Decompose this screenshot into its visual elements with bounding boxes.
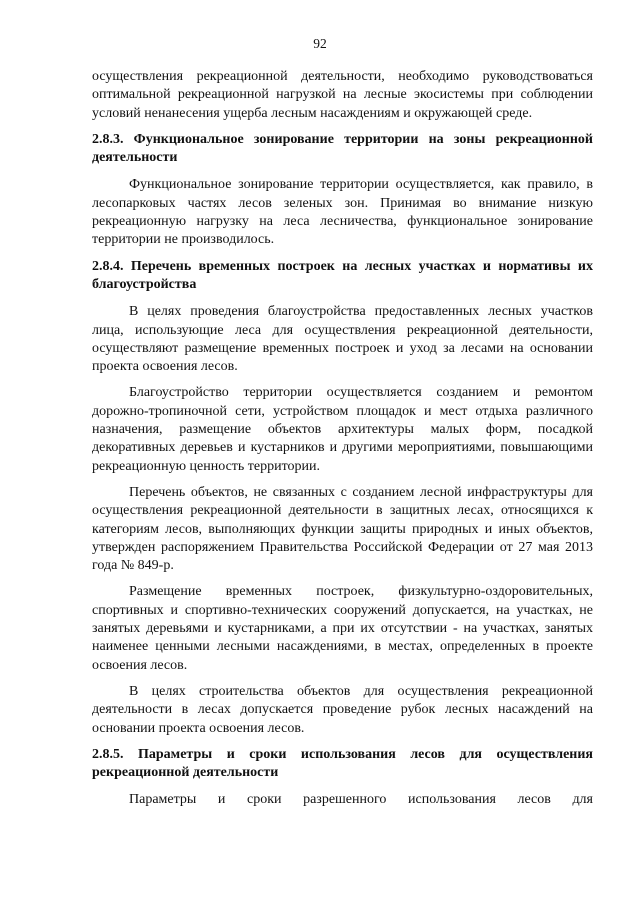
paragraph-improvement-methods: Благоустройство территории осуществляется созданием и ремонтом дорожно-тропиночной сети, устройством площадок и мест отдыха различного назначения, размещение объектов архитектуры малых форм, посадкой декоративных деревьев и кустарников и другими мероприятиями, повышающими рекреационную ценность территории. bbox=[92, 385, 593, 474]
paragraph-construction-felling: В целях строительства объектов для осуществления рекреационной деятельности в лесах допускается проведение рубок лесных насаждений на основании проекта освоения лесов. bbox=[92, 683, 593, 736]
paragraph-temporary-buildings: Размещение временных построек, физкультурно-оздоровительных, спортивных и спортивно-технических сооружений допускается, на участках, не занятых деревьями и кустарниками, а при их отсутствии - на участках, занятых наименее ценными лесными насаждениями, в местах, определенных в проекте освоения лесов. bbox=[92, 584, 593, 673]
page-number: 92 bbox=[313, 36, 327, 51]
section-heading-2-8-4: 2.8.4. Перечень временных построек на лесных участках и нормативы их благоустройства bbox=[92, 258, 593, 292]
paragraph-improvement-purpose: В целях проведения благоустройства предоставленных лесных участков лица, использующие леса для осуществления рекреационной деятельности, осуществляют размещение временных построек и уход за лесами на основании проекта освоения лесов. bbox=[92, 304, 593, 375]
section-heading-2-8-3: 2.8.3. Функциональное зонирование территории на зоны рекреационной деятельности bbox=[92, 131, 593, 166]
paragraph-zoning: Функциональное зонирование территории осуществляется, как правило, в лесопарковых частях лесов зеленых зон. Принимая во внимание низкую рекреационную нагрузку на леса лесничества, функциональное зонирование территории не производилось. bbox=[92, 177, 593, 248]
section-heading-2-8-5: 2.8.5. Параметры и сроки использования лесов для осуществления рекреационной деятельности bbox=[92, 746, 593, 781]
paragraph-continuation: осуществления рекреационной деятельности, необходимо руководствоваться оптимальной рекреационной нагрузкой на лесные экосистемы при соблюдении условий ненанесения ущерба лесным насаждениям и окружающей среде. bbox=[92, 69, 593, 121]
paragraph-objects-list: Перечень объектов, не связанных с созданием лесной инфраструктуры для осуществления рекреационной деятельности в защитных лесах, относящихся к категориям лесов, выполняющих функции защиты природных и иных объектов, утвержден распоряжением Правительства Российской Федерации от 27 мая 2013 года № 849-р. bbox=[92, 484, 593, 574]
paragraph-parameters-start: Параметры и сроки разрешенного использования лесов для bbox=[129, 792, 593, 808]
page-content bbox=[92, 68, 593, 810]
